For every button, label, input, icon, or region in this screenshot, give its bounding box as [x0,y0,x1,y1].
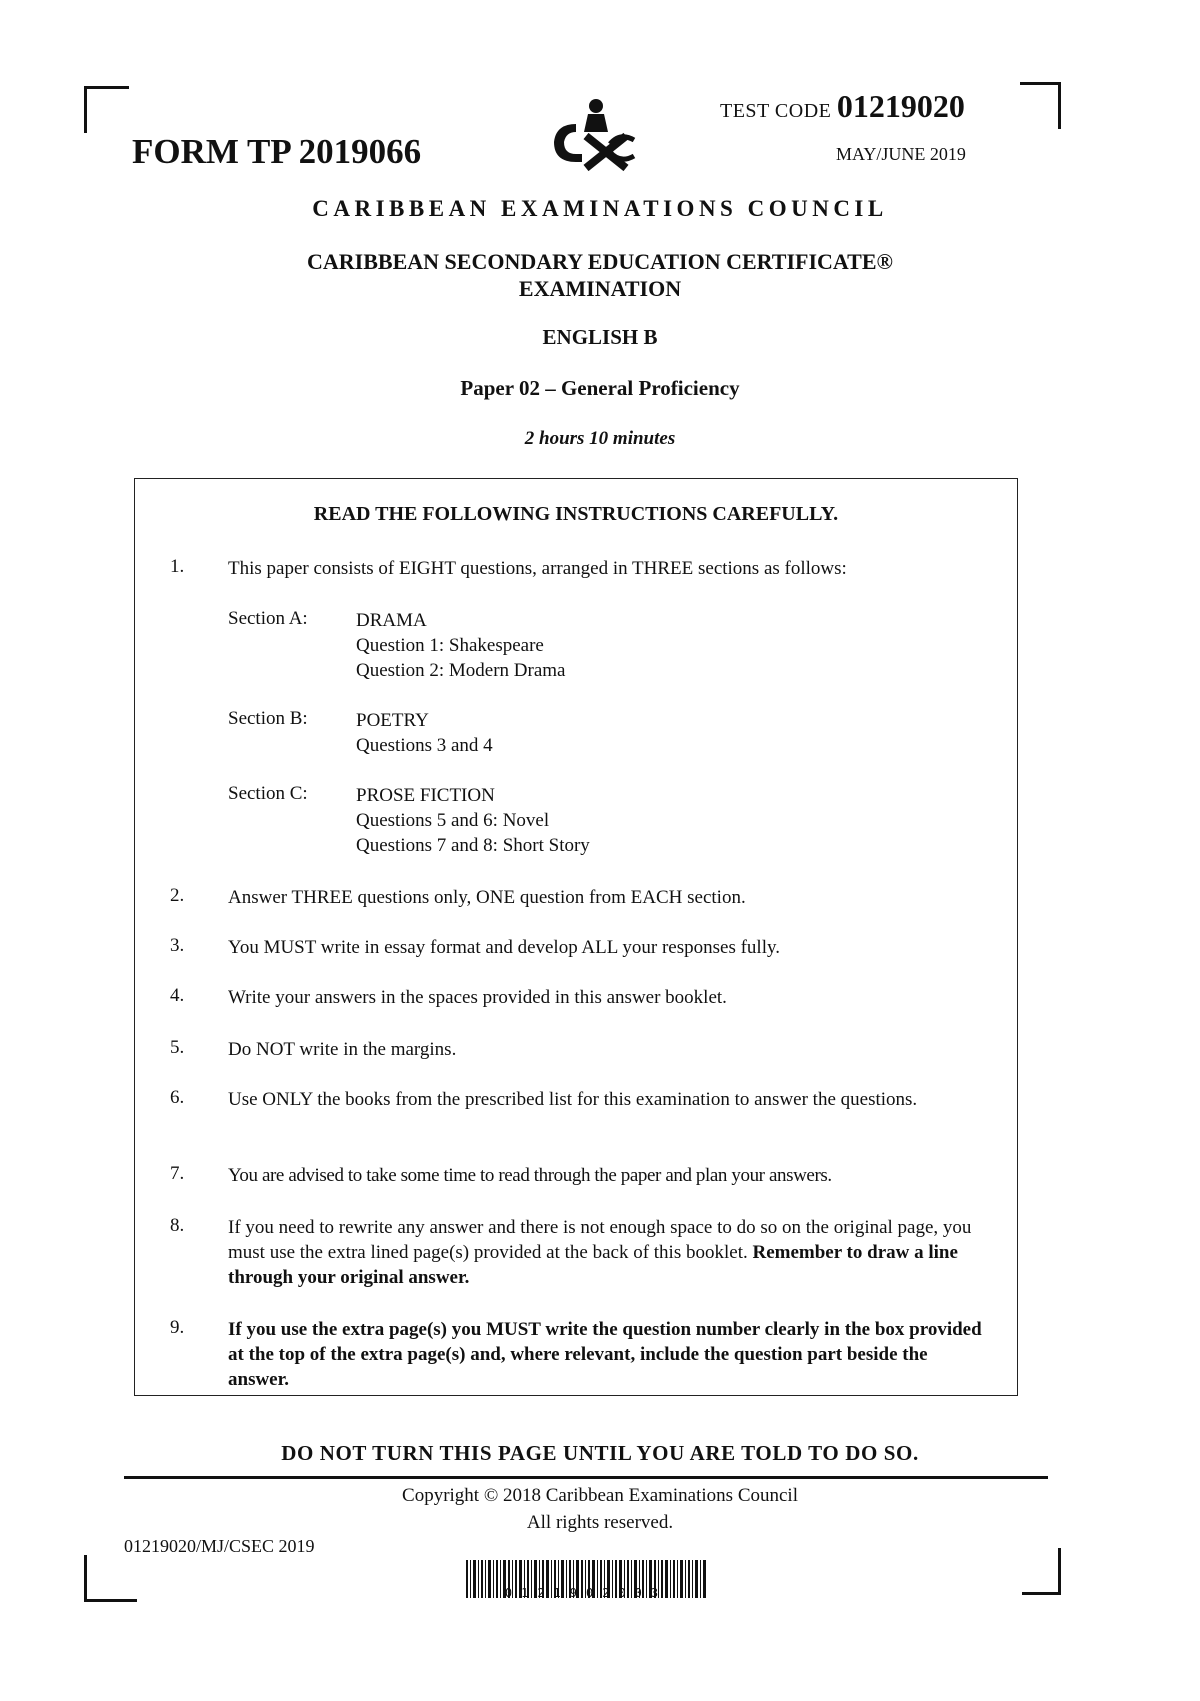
copyright-line: Copyright © 2018 Caribbean Examinations Council [402,1485,798,1506]
instruction-text: Do NOT write in the margins. [228,1039,457,1060]
section-a-line: DRAMA [356,610,427,631]
instructions-heading: READ THE FOLLOWING INSTRUCTIONS CAREFULLY. [313,503,839,525]
barcode-digits: 0121902003 [504,1586,668,1600]
registration-mark-bottom-right [1022,1548,1061,1595]
section-c-label: Section C: [228,783,308,804]
footer-divider [124,1476,1048,1479]
instruction-text-regular: If you need to rewrite any answer and there is not enough space to do so on the original page, you must use the extra lined page(s) provided at the back of this booklet. [228,1217,972,1263]
copyright-notice [0,1482,1200,1536]
section-c-line: Questions 7 and 8: Short Story [356,835,590,856]
instruction-text: Use ONLY the books from the prescribed list for this examination to answer the questions. [228,1089,918,1110]
instruction-text: You are advised to take some time to read through the paper and plan your answers. [228,1165,832,1186]
section-a-label: Section A: [228,608,308,629]
exam-session: MAY/JUNE 2019 [836,144,966,164]
registration-mark-top-left [84,86,129,133]
council-name: CARIBBEAN EXAMINATIONS COUNCIL [312,196,888,221]
test-code [720,88,965,125]
instruction-text-emphasis: If you use the extra page(s) you MUST write the question number clearly in the box provided at the top of the extra page(s) and, where relevant, include the question part beside the answer. [228,1319,982,1390]
instruction-text-emphasis: Remember to draw a line through your original answer. [228,1242,958,1288]
instruction-text: Write your answers in the spaces provided in this answer booklet. [228,987,727,1008]
registration-mark-bottom-left [84,1555,137,1602]
duration: 2 hours 10 minutes [524,428,676,449]
cxc-logo-icon [536,96,646,176]
section-c-line: PROSE FICTION [356,785,495,806]
instruction-number: 9. [170,1317,185,1338]
instruction-number: 2. [170,885,185,906]
instruction-number: 4. [170,985,185,1006]
section-a-line: Question 2: Modern Drama [356,660,566,681]
section-a-contents [356,608,565,683]
instruction-text: Answer THREE questions only, ONE question from EACH section. [228,887,746,908]
section-c-line: Questions 5 and 6: Novel [356,810,550,831]
instruction-text: This paper consists of EIGHT questions, arranged in THREE sections as follows: [228,558,847,579]
section-b-line: POETRY [356,710,429,731]
instruction-text [228,1215,988,1290]
certificate-title [0,248,1200,302]
do-not-turn-notice: DO NOT TURN THIS PAGE UNTIL YOU ARE TOLD TO DO SO. [281,1441,919,1465]
instruction-number: 5. [170,1037,185,1058]
rights-line: All rights reserved. [526,1512,674,1533]
subject-title: ENGLISH B [542,325,658,349]
test-code-number: 01219020 [836,88,965,124]
paper-title: Paper 02 – General Proficiency [460,376,740,400]
instruction-number: 6. [170,1087,185,1108]
certificate-title-line1: CARIBBEAN SECONDARY EDUCATION CERTIFICATE® [307,249,893,274]
instruction-text: You MUST write in essay format and develop ALL your responses fully. [228,937,780,958]
instruction-number: 3. [170,935,185,956]
paper-code: 01219020/MJ/CSEC 2019 [124,1536,315,1556]
section-b-line: Questions 3 and 4 [356,735,493,756]
instruction-number: 1. [170,556,185,577]
form-code: FORM TP 2019066 [132,132,422,171]
section-a-line: Question 1: Shakespeare [356,635,544,656]
registration-mark-top-right [1020,82,1061,129]
instruction-number: 7. [170,1163,185,1184]
certificate-title-line2: EXAMINATION [518,276,682,301]
instruction-number: 8. [170,1215,185,1236]
test-code-label: TEST CODE [720,100,832,122]
section-c-contents [356,783,590,858]
section-b-label: Section B: [228,708,308,729]
section-b-contents [356,708,493,758]
